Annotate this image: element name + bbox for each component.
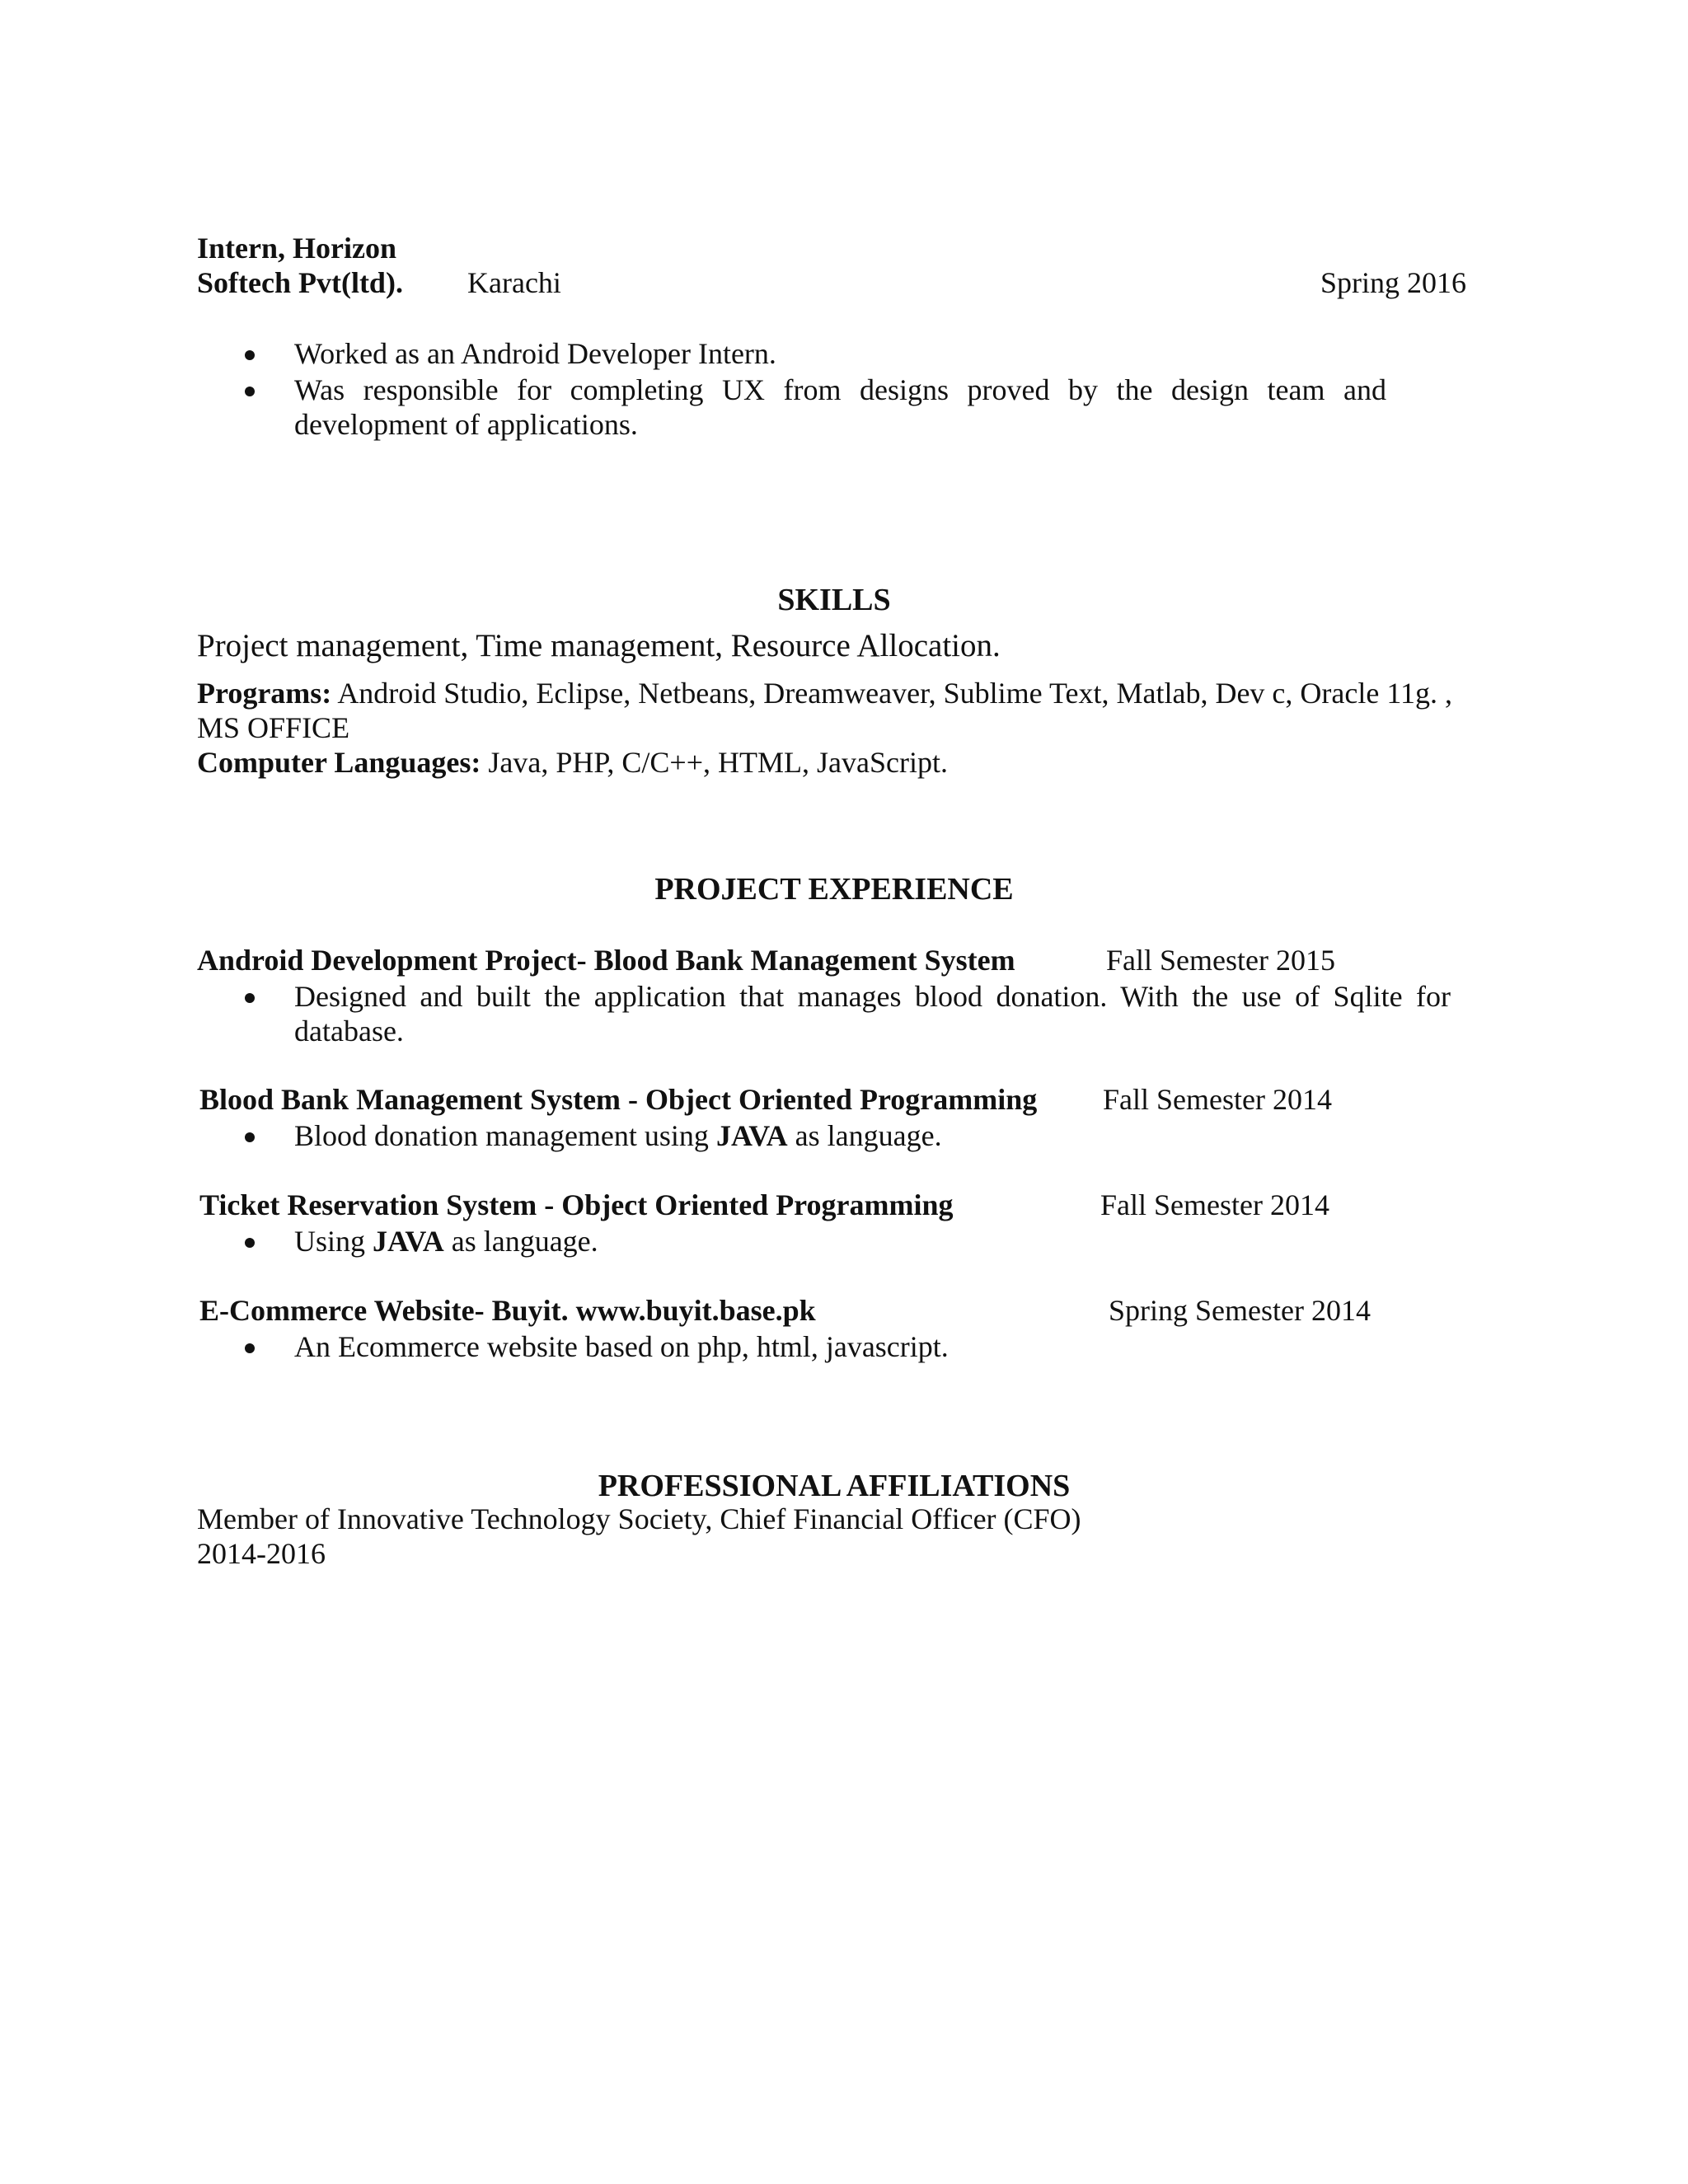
languages-label: Computer Languages: bbox=[197, 746, 481, 779]
skills-heading: SKILLS bbox=[777, 583, 891, 617]
internship-bullet-2: Was responsible for completing UX from designs proved by the design team and bbox=[294, 373, 1386, 406]
project-title: Ticket Reservation System - Object Oriented Programming bbox=[199, 1188, 954, 1221]
project-title: Android Development Project- Blood Bank Management System bbox=[197, 944, 1015, 977]
projects-heading: PROJECT EXPERIENCE bbox=[654, 872, 1014, 907]
project-description: Using JAVA as language. bbox=[294, 1225, 598, 1258]
project-description: Blood donation management using JAVA as language. bbox=[294, 1119, 942, 1152]
internship-bullet-2-cont: development of applications. bbox=[294, 408, 638, 441]
bullet-icon bbox=[245, 1343, 255, 1353]
bullet-icon bbox=[245, 993, 255, 1003]
internship-company: Softech Pvt(ltd). bbox=[197, 266, 403, 299]
project-description: An Ecommerce website based on php, html, javascript. bbox=[294, 1330, 949, 1363]
internship-bullet-1: Worked as an Android Developer Intern. bbox=[294, 337, 776, 370]
project-date: Fall Semester 2014 bbox=[1100, 1188, 1329, 1221]
bullet-icon bbox=[245, 1238, 255, 1248]
bullet-icon bbox=[245, 1132, 255, 1142]
project-date: Fall Semester 2014 bbox=[1103, 1083, 1332, 1116]
affiliations-heading: PROFESSIONAL AFFILIATIONS bbox=[598, 1469, 1071, 1503]
affiliation-years: 2014-2016 bbox=[197, 1537, 326, 1570]
languages-value: Java, PHP, C/C++, HTML, JavaScript. bbox=[488, 746, 948, 779]
project-description-cont: database. bbox=[294, 1015, 404, 1047]
skills-languages bbox=[197, 745, 948, 780]
project-description: Designed and built the application that manages blood donation. With the use of Sqlite for bbox=[294, 980, 1451, 1013]
programs-value: Android Studio, Eclipse, Netbeans, Dreamweaver, Sublime Text, Matlab, Dev c, Oracle 11g. , bbox=[337, 677, 1452, 710]
project-title: Blood Bank Management System - Object Oriented Programming bbox=[199, 1083, 1038, 1116]
skills-management: Project management, Time management, Resource Allocation. bbox=[197, 628, 1001, 663]
internship-date: Spring 2016 bbox=[1320, 266, 1466, 299]
affiliation-line: Member of Innovative Technology Society, Chief Financial Officer (CFO) bbox=[197, 1502, 1081, 1535]
project-title: E-Commerce Website- Buyit. www.buyit.base.pk bbox=[199, 1294, 816, 1327]
programs-value-cont: MS OFFICE bbox=[197, 711, 350, 744]
programs-label: Programs: bbox=[197, 677, 332, 710]
project-date: Spring Semester 2014 bbox=[1109, 1294, 1371, 1327]
bullet-icon bbox=[245, 350, 255, 360]
bullet-icon bbox=[245, 387, 255, 396]
internship-location: Karachi bbox=[467, 266, 561, 299]
internship-title: Intern, Horizon bbox=[197, 232, 396, 265]
project-date: Fall Semester 2015 bbox=[1106, 944, 1335, 977]
skills-programs bbox=[197, 676, 1452, 710]
